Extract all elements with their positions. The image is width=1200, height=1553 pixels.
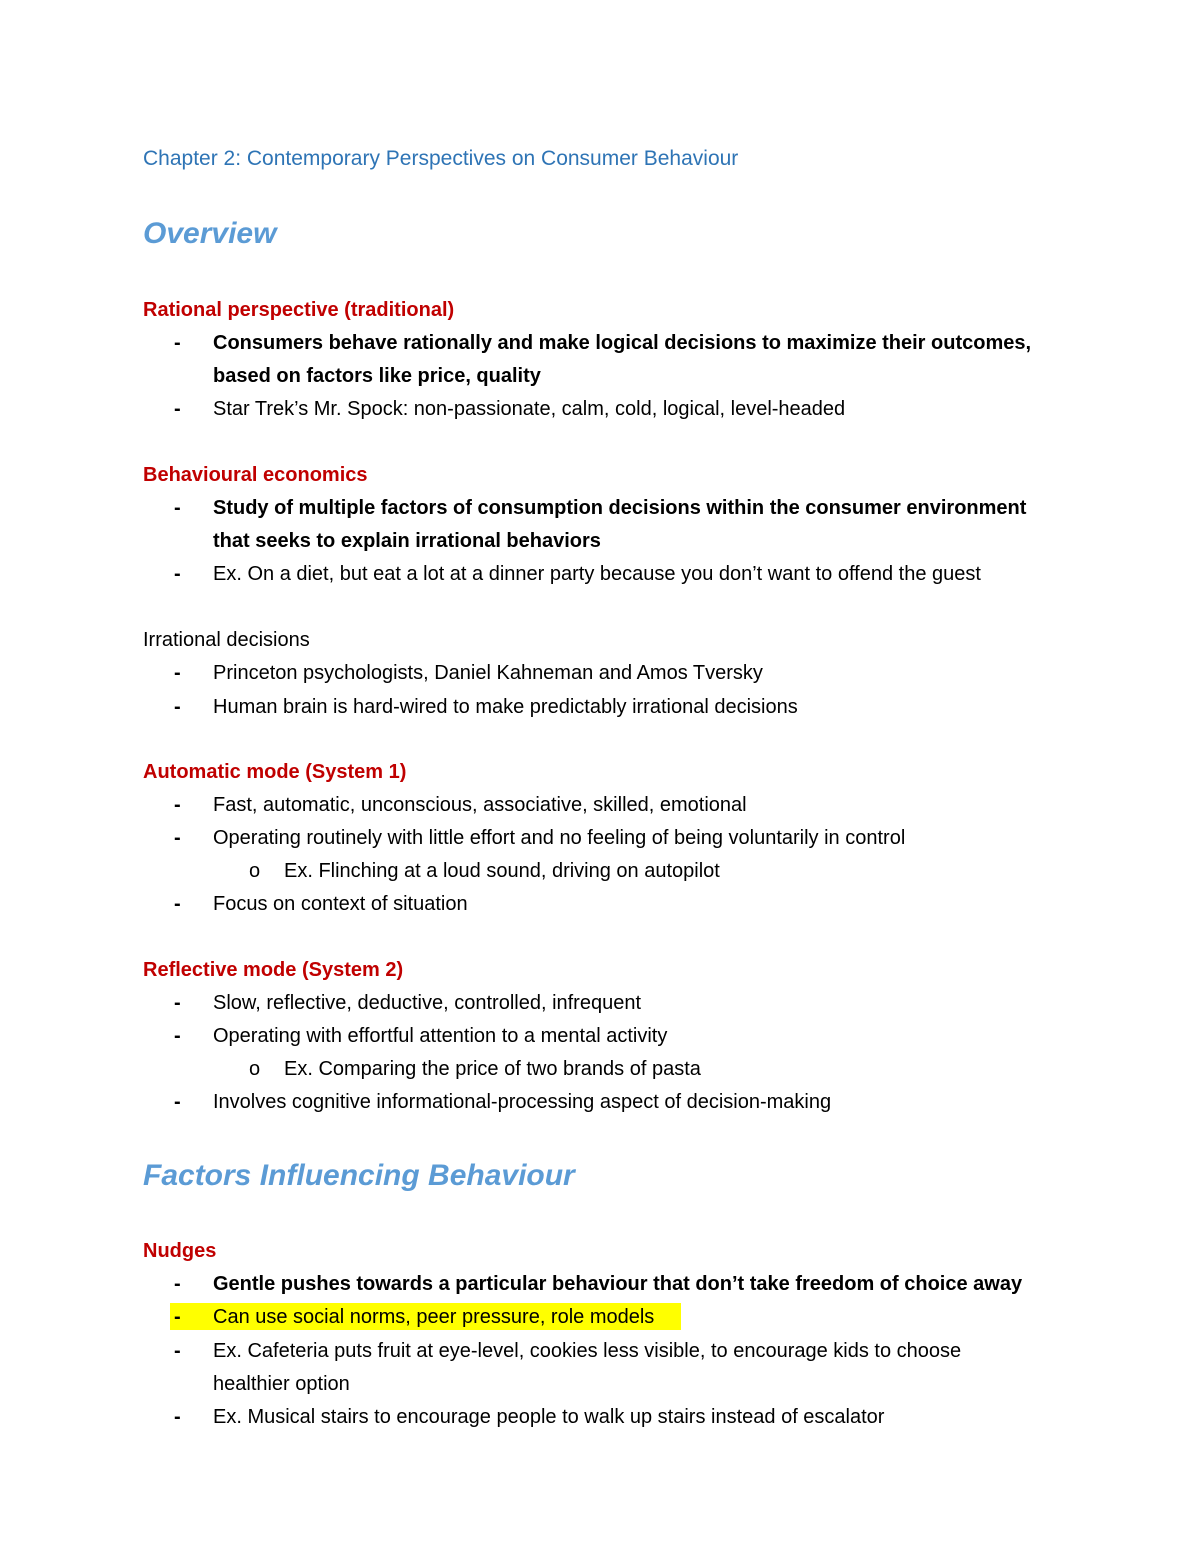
bullet-text: Consumers behave rationally and make logical decisions to maximize their outcomes,: [213, 332, 1032, 354]
bullet-text: Fast, automatic, unconscious, associative, skilled, emotional: [213, 794, 747, 816]
sub-bullet-marker: o: [249, 1058, 261, 1080]
bullet-text-highlighted: Can use social norms, peer pressure, role models: [213, 1306, 655, 1328]
subheading-rational: Rational perspective (traditional): [143, 299, 455, 321]
bullet-text: Gentle pushes towards a particular behaviour that don’t take freedom of choice away: [213, 1273, 1023, 1295]
subheading-automatic-mode: Automatic mode (System 1): [143, 761, 407, 783]
bullet-marker: -: [174, 794, 181, 816]
sub-bullet-marker: o: [249, 860, 261, 882]
chapter-title: Chapter 2: Contemporary Perspectives on Consumer Behaviour: [143, 147, 739, 170]
bullet-text: Focus on context of situation: [213, 893, 468, 915]
bullet-text: Human brain is hard-wired to make predictably irrational decisions: [213, 696, 798, 718]
bullet-marker: -: [174, 1091, 181, 1113]
bullet-marker: -: [174, 1406, 181, 1428]
bullet-marker: -: [174, 662, 181, 684]
bullet-marker: -: [174, 992, 181, 1014]
bullet-text-continued: based on factors like price, quality: [213, 365, 541, 387]
bullet-marker: -: [174, 893, 181, 915]
bullet-marker: -: [174, 696, 181, 718]
bullet-text: Ex. Musical stairs to encourage people to walk up stairs instead of escalator: [213, 1406, 885, 1428]
subheading-reflective-mode: Reflective mode (System 2): [143, 959, 404, 981]
subheading-behavioural-economics: Behavioural economics: [143, 464, 368, 486]
bullet-text: Ex. Cafeteria puts fruit at eye-level, cookies less visible, to encourage kids to choose: [213, 1340, 962, 1362]
bullet-text: Princeton psychologists, Daniel Kahneman and Amos Tversky: [213, 662, 763, 684]
bullet-text-continued: that seeks to explain irrational behaviors: [213, 530, 601, 552]
bullet-text: Study of multiple factors of consumption decisions within the consumer environment: [213, 497, 1027, 519]
bullet-marker: -: [174, 1025, 181, 1047]
bullet-marker: -: [174, 1340, 181, 1362]
bullet-text: Involves cognitive informational-processing aspect of decision-making: [213, 1091, 832, 1113]
sub-bullet-text: Ex. Flinching at a loud sound, driving on autopilot: [284, 860, 720, 882]
bullet-text: Operating routinely with little effort and no feeling of being voluntarily in control: [213, 827, 906, 849]
bullet-marker: -: [174, 1306, 181, 1328]
section-heading-factors: Factors Influencing Behaviour: [143, 1159, 575, 1192]
subheading-nudges: Nudges: [143, 1240, 217, 1262]
bullet-marker: -: [174, 563, 181, 585]
bullet-marker: -: [174, 497, 181, 519]
bullet-marker: -: [174, 398, 181, 420]
section-heading-overview: Overview: [143, 217, 277, 250]
bullet-text: Ex. On a diet, but eat a lot at a dinner party because you don’t want to offend the guest: [213, 563, 981, 585]
subheading-irrational-decisions: Irrational decisions: [143, 629, 310, 651]
sub-bullet-text: Ex. Comparing the price of two brands of pasta: [284, 1058, 701, 1080]
bullet-text: Star Trek’s Mr. Spock: non-passionate, calm, cold, logical, level-headed: [213, 398, 846, 420]
bullet-text-continued: healthier option: [213, 1373, 350, 1395]
bullet-text: Slow, reflective, deductive, controlled, infrequent: [213, 992, 642, 1014]
bullet-marker: -: [174, 1273, 181, 1295]
bullet-text: Operating with effortful attention to a mental activity: [213, 1025, 668, 1047]
bullet-marker: -: [174, 827, 181, 849]
bullet-marker: -: [174, 332, 181, 354]
